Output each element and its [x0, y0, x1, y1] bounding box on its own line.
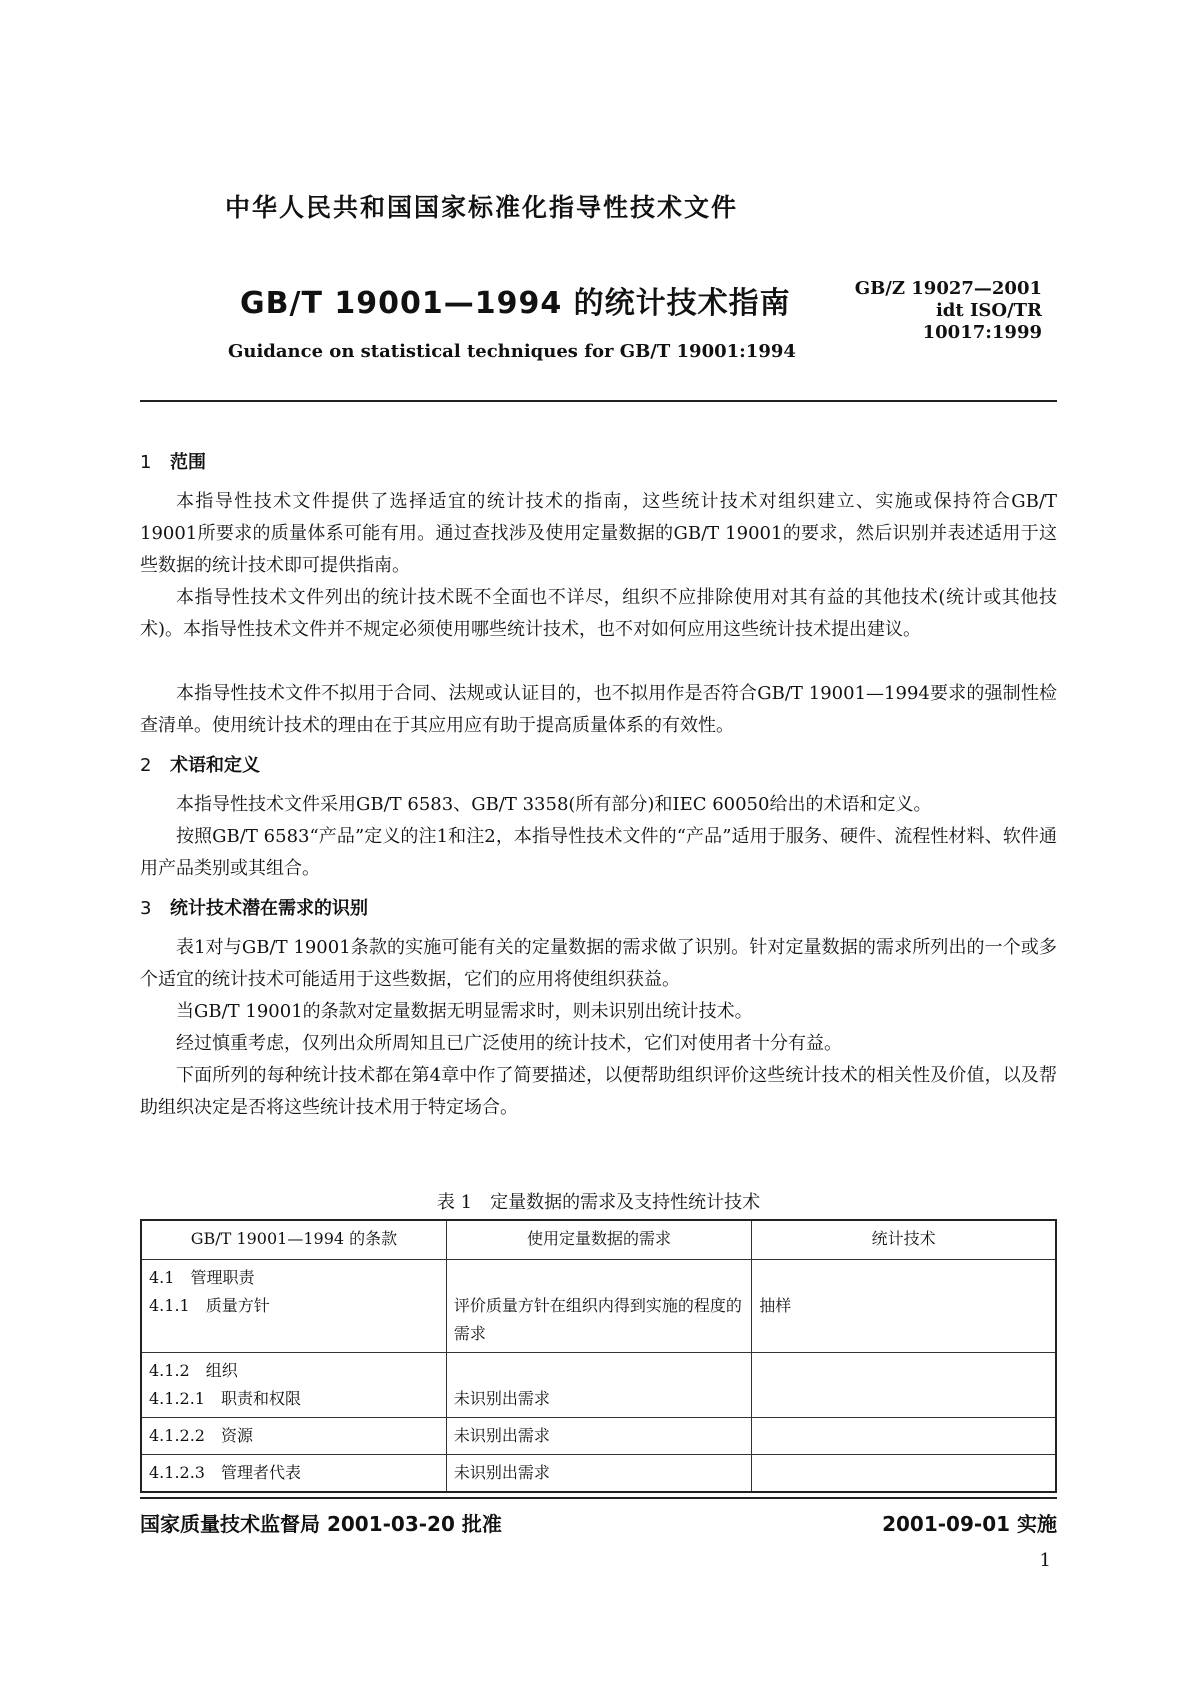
- column-header-clause: GB/T 19001—1994 的条款: [141, 1220, 446, 1260]
- document-title: GB/T 19001—1994 的统计技术指南: [240, 286, 791, 321]
- section-heading: [140, 894, 368, 920]
- table-row: [141, 1418, 1056, 1455]
- table-caption: 表 1 定量数据的需求及支持性统计技术: [436, 1192, 761, 1213]
- section-number: 2: [140, 755, 152, 776]
- paragraph: 经过慎重考虑，仅列出众所周知且已广泛使用的统计技术，它们对使用者十分有益。: [176, 1033, 842, 1054]
- approval-statement: 国家质量技术监督局 2001-03-20 批准: [140, 1512, 502, 1536]
- clause-cell: 4.1.2.2 资源: [141, 1418, 446, 1455]
- paragraph: 本指导性技术文件提供了选择适宜的统计技术的指南，这些统计技术对组织建立、实施或保持符合GB/T 19001所要求的质量体系可能有用。通过查找涉及使用定量数据的GB/T 19001的要求，然后识别并表述适用于这些数据的统计技术即可提供指南。: [140, 491, 1057, 576]
- technique-cell: [752, 1418, 1056, 1455]
- column-header-technique: 统计技术: [752, 1220, 1056, 1260]
- requirements-table: [140, 1219, 1057, 1493]
- need-cell: 未识别出需求: [446, 1418, 751, 1455]
- clause-cell: [141, 1260, 446, 1353]
- table-row: [141, 1260, 1056, 1353]
- technique-text: 抽样: [759, 1296, 792, 1315]
- table-header-row: [141, 1220, 1056, 1260]
- paragraph: 本指导性技术文件列出的统计技术既不全面也不详尽，组织不应排除使用对其有益的其他技术(统计或其他技术)。本指导性技术文件并不规定必须使用哪些统计技术，也不对如何应用这些统计技术提出建议。: [140, 587, 1057, 640]
- technique-cell: [752, 1260, 1056, 1353]
- paragraph: 表1对与GB/T 19001条款的实施可能有关的定量数据的需求做了识别。针对定量数据的需求所列出的一个或多个适宜的统计技术可能适用于这些数据，它们的应用将使组织获益。: [140, 937, 1057, 990]
- paragraph: 按照GB/T 6583“产品”定义的注1和注2，本指导性技术文件的“产品”适用于服务、硬件、流程性材料、软件通用产品类别或其组合。: [140, 826, 1057, 879]
- paragraph: 本指导性技术文件采用GB/T 6583、GB/T 3358(所有部分)和IEC 60050给出的术语和定义。: [176, 794, 932, 815]
- clause-subtitle: 4.1.1 质量方针: [149, 1296, 270, 1315]
- section-number: 1: [140, 452, 152, 473]
- section-heading: [140, 448, 206, 474]
- need-cell: [446, 1353, 751, 1418]
- header-divider: [140, 400, 1057, 402]
- page-number: 1: [1039, 1550, 1051, 1571]
- need-text: 评价质量方针在组织内得到实施的程度的需求: [453, 1296, 742, 1343]
- section-heading: [140, 751, 260, 777]
- standard-code-primary: GB/Z 19027—2001: [854, 278, 1042, 299]
- standard-code-equivalent: idt ISO/TR 10017:1999: [922, 300, 1042, 343]
- section-title: 术语和定义: [170, 755, 260, 776]
- need-cell: 未识别出需求: [446, 1455, 751, 1493]
- table-row: [141, 1353, 1056, 1418]
- english-subtitle: Guidance on statistical techniques for GB/T 19001:1994: [228, 341, 796, 362]
- clause-title: 4.1.2 组织: [149, 1361, 238, 1380]
- paragraph: 当GB/T 19001的条款对定量数据无明显需求时，则未识别出统计技术。: [176, 1001, 753, 1022]
- column-header-need: 使用定量数据的需求: [446, 1220, 751, 1260]
- technique-cell: [752, 1455, 1056, 1493]
- clause-title: 4.1 管理职责: [149, 1268, 255, 1287]
- clause-subtitle: 4.1.2.1 职责和权限: [149, 1389, 301, 1408]
- table-row: [141, 1455, 1056, 1493]
- document-type-heading: 中华人民共和国国家标准化指导性技术文件: [225, 193, 739, 222]
- section-number: 3: [140, 898, 152, 919]
- section-title: 统计技术潜在需求的识别: [170, 898, 368, 919]
- need-text: 未识别出需求: [453, 1389, 550, 1408]
- clause-cell: [141, 1353, 446, 1418]
- paragraph: 下面所列的每种统计技术都在第4章中作了简要描述，以便帮助组织评价这些统计技术的相关性及价值，以及帮助组织决定是否将这些统计技术用于特定场合。: [140, 1065, 1057, 1118]
- clause-cell: 4.1.2.3 管理者代表: [141, 1455, 446, 1493]
- need-cell: [446, 1260, 751, 1353]
- effective-date: 2001-09-01 实施: [882, 1512, 1057, 1536]
- section-title: 范围: [170, 452, 206, 473]
- technique-cell: [752, 1353, 1056, 1418]
- footer-divider: [140, 1497, 1057, 1499]
- standard-codes: [816, 278, 1042, 344]
- paragraph: 本指导性技术文件不拟用于合同、法规或认证目的，也不拟用作是否符合GB/T 19001—1994要求的强制性检查清单。使用统计技术的理由在于其应用应有助于提高质量体系的有效性。: [140, 683, 1057, 736]
